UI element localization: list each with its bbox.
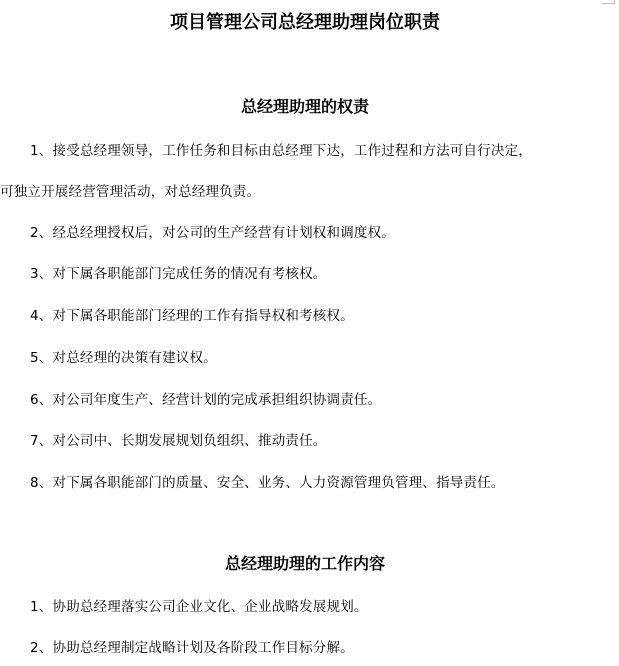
list-item: 1、协助总经理落实公司企业文化、企业战略发展规划。 — [30, 599, 368, 615]
section-heading-authority: 总经理助理的权责 — [240, 97, 369, 116]
list-item-continuation: 可独立开展经营管理活动，对总经理负责。 — [0, 184, 261, 200]
list-item: 1、接受总经理领导，工作任务和目标由总经理下达，工作过程和方法可自行决定， — [30, 143, 532, 159]
page-corner-mark — [602, 0, 615, 4]
list-item: 8、对下属各职能部门的质量、安全、业务、人力资源管理负管理、指导责任。 — [30, 475, 505, 491]
list-item: 5、对总经理的决策有建议权。 — [30, 350, 217, 366]
list-item: 2、经总经理授权后，对公司的生产经营有计划权和调度权。 — [30, 225, 395, 241]
list-item: 4、对下属各职能部门经理的工作有指导权和考核权。 — [30, 308, 354, 324]
section-heading-work-content: 总经理助理的工作内容 — [224, 554, 385, 573]
document-title: 项目管理公司总经理助理岗位职责 — [170, 12, 440, 33]
list-item: 3、对下属各职能部门完成任务的情况有考核权。 — [30, 266, 327, 282]
list-item: 6、对公司年度生产、经营计划的完成承担组织协调责任。 — [30, 392, 382, 408]
list-item: 2、协助总经理制定战略计划及各阶段工作目标分解。 — [30, 640, 354, 656]
list-item: 7、对公司中、长期发展规划负组织、推动责任。 — [30, 433, 327, 449]
